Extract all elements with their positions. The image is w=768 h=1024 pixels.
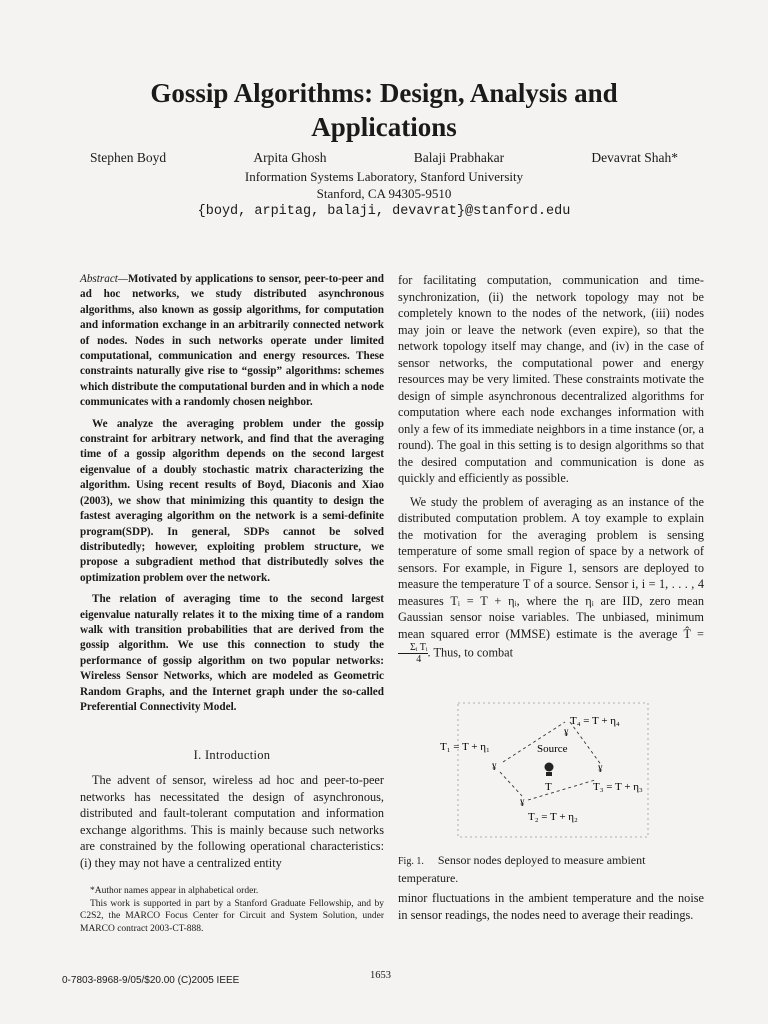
right-column-continued — [398, 890, 704, 923]
label-source: Source — [537, 743, 568, 755]
address: Stanford, CA 94305-9510 — [316, 186, 452, 201]
source-bulb-base — [546, 772, 552, 776]
abstract-paragraph-2: We analyze the averaging problem under the gossip constraint for arbitrary network, and find that the averaging time of a gossip algorithm depends on the second largest eigenvalue of a doubly stochastic matrix characterizing the algorithm. Using recent results of Boyd, Diaconis and Xiao (2003), we show that minimizing this quantity to design the fastest averaging algorithm on the network is a semi-definite program(SDP). In general, SDPs cannot be solved distributedly; however, exploiting problem structure, we propose a subgradient method that distributedly solves the optimization problem over the network. — [80, 417, 384, 584]
link-1-2 — [500, 772, 522, 796]
sensor-network-figure — [400, 700, 706, 840]
right-paragraph-2-end: . Thus, to combat — [427, 645, 514, 660]
right-paragraph-3: minor fluctuations in the ambient temperature and the noise in sensor readings, the nodes need to average their readings. — [398, 891, 704, 922]
author-name: Devavrat Shah* — [591, 150, 678, 165]
label-t2: T₂ = T + η₂ — [528, 811, 578, 823]
title-line-1: Gossip Algorithms: Design, Analysis and — [150, 78, 618, 108]
title-line-2: Applications — [311, 112, 457, 142]
author-emails: {boyd, arpitag, balaji, devavrat}@stanford.edu — [197, 204, 571, 219]
label-t3: T₃ = T + η₃ — [593, 781, 643, 793]
fraction-denominator: 4 — [416, 654, 422, 665]
average-fraction — [398, 642, 428, 665]
label-t1: T₁ = T + η₁ — [440, 741, 490, 753]
right-paragraph-2-text: We study the problem of averaging as an instance of the distributed computation problem. A toy example to explain the motivation for the averaging problem is sensing temperature of some small region of space by a network of sensors. For example, in Figure 1, sensors are deployed to measure the temperature T of a source. Sensor i, i = 1, . . . , 4 measures Tᵢ = T + ηᵢ, where the ηᵢ are IID, zero mean Gaussian sensor noise variables. The unbiased, minimum mean squared error (MMSE) estimate is the average T̂ = — [398, 494, 704, 641]
author-list — [90, 150, 678, 166]
right-paragraph-2 — [398, 494, 704, 666]
author-name: Stephen Boyd — [90, 150, 167, 165]
intro-text: The advent of sensor, wireless ad hoc and peer-to-peer networks has necessitated the design of asynchronous, distributed and fault-tolerant computation and information exchange algorithms. This is mainly because such networks are constrained by the following operational characteristics: (i) they may not have a centralized entity — [80, 773, 384, 870]
abstract-text-1: Motivated by applications to sensor, peer-to-peer and ad hoc networks, we study distributed asynchronous algorithms, also known as gossip algorithms, for computation and information exchange in an arbitrarily connected network of nodes. Nodes in such networks operate under limited computational, communication and energy resources. These constraints naturally give rise to “gossip” algorithms: schemes which distribute the computational burden and in which a node communicates with a randomly chosen neighbor. — [80, 273, 384, 409]
link-1-4 — [503, 722, 565, 762]
intro-paragraph — [80, 772, 384, 871]
label-t: T — [545, 781, 552, 793]
author-name: Balaji Prabhakar — [413, 150, 505, 165]
sensor-3-icon: ¥ — [598, 764, 603, 774]
section-heading-introduction: I. Introduction — [193, 748, 271, 762]
sensor-4-icon: ¥ — [564, 728, 569, 738]
sensor-2-icon: ¥ — [520, 798, 525, 808]
abstract-label: Abstract— — [80, 273, 128, 285]
source-bulb-icon — [545, 763, 554, 772]
abstract-paragraph-1 — [80, 272, 384, 411]
footnote-funding: This work is supported in part by a Stanford Graduate Fellowship, and by C2S2, the MARCO Focus Center for Circuit and System Solution, under MARCO contract 2003-CT-888. — [80, 898, 384, 934]
right-column-text — [398, 272, 704, 665]
link-4-3 — [570, 722, 602, 766]
page-number: 1653 — [370, 970, 391, 981]
caption-label: Fig. 1. — [398, 856, 424, 867]
right-paragraph-1: for facilitating computation, communication and time-synchronization, (ii) the network topology may not be completely known to the nodes of the network, (iii) nodes may join or leave the network (even expire), so that the network topology itself may change, and (iv) in the case of sensor networks, the computational power and energy resources may be very limited. These constraints motivate the design of simple asynchronous decentralized algorithms for computation where each node exchanges information with only a few of its immediate neighbors in a time instance (or, a round). The goal in this setting is to design algorithms so that the desired computation and communication is done as quickly and efficiently as possible. — [398, 273, 704, 485]
copyright-line: 0-7803-8968-9/05/$20.00 (C)2005 IEEE — [62, 975, 240, 986]
affiliation: Information Systems Laboratory, Stanford University — [244, 169, 524, 184]
footnotes — [80, 885, 384, 935]
author-name: Arpita Ghosh — [253, 150, 327, 165]
label-t4: T₄ = T + η₄ — [570, 715, 620, 727]
fraction-numerator: Σᵢ Tᵢ — [398, 642, 428, 654]
caption-text: Sensor nodes deployed to measure ambient temperature. — [398, 853, 646, 885]
link-2-3 — [528, 780, 595, 800]
abstract — [80, 272, 384, 721]
abstract-paragraph-3: The relation of averaging time to the second largest eigenvalue naturally relates it to the mixing time of a random walk with transition probabilities that are derived from the gossip algorithm. We use this connection to study the performance of gossip algorithm on two popular networks: Wireless Sensor Networks, which are modeled as Geometric Random Graphs, and the Internet graph under the so-called Preferential Connectivity Model. — [80, 593, 384, 713]
figure-caption — [398, 852, 704, 886]
paper-title — [60, 76, 708, 144]
footnote-alphabetical: *Author names appear in alphabetical order. — [90, 886, 259, 896]
sensor-1-icon: ¥ — [492, 762, 497, 772]
